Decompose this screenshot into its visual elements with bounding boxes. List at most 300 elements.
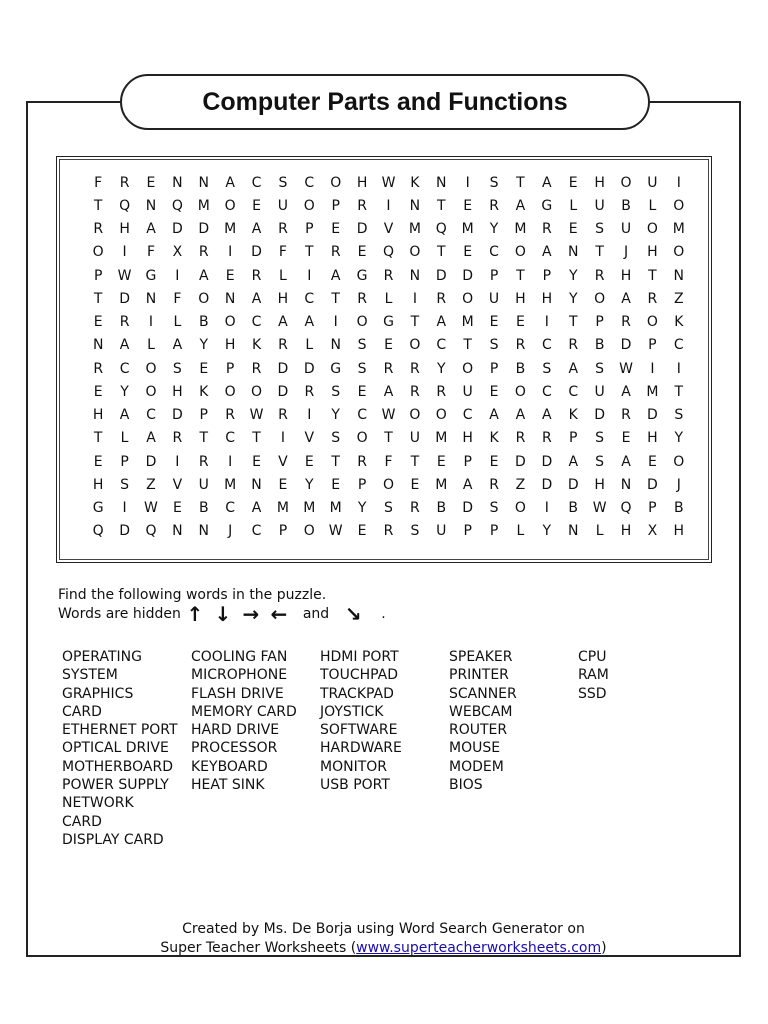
grid-letter: A: [515, 197, 526, 214]
grid-letter: U: [620, 221, 632, 238]
grid-letter: I: [175, 453, 180, 470]
grid-letter: M: [329, 500, 342, 517]
instructions-and: and: [302, 606, 330, 622]
grid-letter: I: [465, 174, 470, 191]
grid-letter: D: [647, 407, 658, 424]
grid-letter: A: [515, 407, 526, 424]
footer-link[interactable]: www.superteacherworksheets.com: [356, 940, 602, 956]
grid-letter: B: [436, 500, 447, 517]
grid-letter: R: [251, 267, 262, 284]
instructions-prefix: Words are hidden: [58, 606, 181, 622]
word-list-item: TOUCHPAD: [320, 667, 399, 684]
grid-letter: O: [92, 244, 104, 261]
grid-letter: N: [620, 476, 632, 493]
grid-letter: S: [120, 476, 130, 493]
grid-letter: Q: [382, 244, 394, 261]
grid-letter: F: [384, 453, 393, 470]
grid-letter: R: [489, 197, 499, 214]
grid-letter: T: [516, 267, 525, 284]
grid-letter: N: [198, 174, 209, 191]
grid-letter: S: [357, 360, 367, 377]
grid-letter: Y: [674, 430, 684, 447]
grid-letter: H: [119, 221, 130, 238]
grid-letter: R: [621, 407, 631, 424]
grid-letter: Z: [515, 476, 526, 493]
arrow-up-icon: ↑: [186, 602, 204, 626]
grid-letter: E: [304, 453, 314, 470]
grid-letter: P: [463, 523, 472, 540]
grid-letter: C: [541, 337, 552, 354]
grid-letter: H: [172, 383, 183, 400]
grid-letter: N: [172, 174, 183, 191]
grid-letter: K: [251, 337, 262, 354]
grid-letter: Y: [305, 476, 314, 493]
grid-letter: N: [198, 523, 209, 540]
grid-letter: O: [673, 453, 685, 470]
grid-letter: A: [251, 221, 262, 238]
grid-letter: A: [225, 174, 235, 191]
grid-letter: T: [674, 383, 684, 400]
grid-letter: A: [568, 453, 579, 470]
word-list-item: DISPLAY CARD: [62, 831, 164, 848]
word-list-item: ROUTER: [449, 722, 508, 739]
grid-letter: S: [489, 337, 499, 354]
grid-letter: M: [461, 314, 474, 331]
grid-letter: A: [542, 174, 552, 191]
grid-letter: H: [594, 476, 605, 493]
word-list-item: PRINTER: [449, 667, 509, 684]
word-list-item: BIOS: [449, 777, 483, 794]
grid-letter: G: [383, 314, 394, 331]
word-list-item: SOFTWARE: [320, 722, 398, 739]
grid-letter: I: [676, 174, 681, 191]
grid-letter: N: [224, 290, 236, 307]
grid-letter: F: [94, 174, 103, 191]
grid-letter: L: [569, 197, 578, 214]
grid-letter: D: [171, 407, 183, 424]
grid-letter: R: [172, 430, 183, 447]
grid-letter: O: [303, 523, 315, 540]
grid-letter: H: [92, 407, 104, 424]
grid-letter: A: [383, 383, 394, 400]
grid-letter: S: [542, 360, 552, 377]
grid-letter: T: [331, 290, 340, 307]
grid-letter: R: [251, 360, 262, 377]
grid-letter: W: [381, 407, 396, 424]
grid-letter: G: [330, 360, 342, 377]
grid-letter: T: [568, 314, 578, 331]
grid-letter: G: [356, 267, 368, 284]
grid-letter: M: [672, 221, 685, 238]
grid-letter: E: [252, 197, 261, 214]
grid-letter: H: [673, 523, 685, 540]
grid-letter: E: [93, 314, 103, 331]
grid-letter: U: [462, 383, 473, 400]
grid-letter: O: [198, 290, 210, 307]
grid-letter: R: [515, 337, 526, 354]
grid-letter: U: [198, 476, 209, 493]
grid-letter: O: [594, 290, 606, 307]
grid-letter: O: [462, 290, 474, 307]
instructions-line-2: [58, 602, 386, 626]
grid-letter: U: [647, 174, 658, 191]
grid-letter: P: [120, 453, 129, 470]
grid-letter: R: [278, 407, 288, 424]
grid-letter: I: [650, 360, 655, 377]
instructions-period: .: [381, 606, 386, 622]
grid-letter: W: [117, 267, 132, 284]
grid-letter: A: [251, 500, 262, 517]
grid-letter: E: [568, 221, 578, 238]
word-list-item: HDMI PORT: [320, 649, 399, 665]
grid-letter: U: [436, 523, 447, 540]
grid-letter: O: [409, 407, 421, 424]
grid-letter: C: [673, 337, 684, 354]
grid-letter: N: [409, 267, 421, 284]
grid-letter: I: [307, 267, 312, 284]
grid-letter: G: [541, 197, 553, 214]
grid-letter: X: [647, 523, 658, 540]
grid-letter: H: [594, 174, 605, 191]
page-title: Computer Parts and Functions: [202, 87, 568, 116]
grid-letter: D: [462, 500, 474, 517]
grid-letter: R: [93, 221, 104, 238]
grid-letter: D: [277, 383, 289, 400]
footer-line-1: Created by Ms. De Borja using Word Search Generator on: [182, 921, 585, 937]
grid-letter: K: [199, 383, 209, 400]
grid-letter: P: [648, 337, 657, 354]
grid-letter: O: [145, 383, 157, 400]
grid-letter: N: [673, 267, 685, 284]
grid-letter: N: [330, 337, 341, 354]
grid-letter: L: [147, 337, 155, 354]
word-column: [191, 648, 320, 849]
grid-letter: L: [648, 197, 657, 214]
grid-letter: N: [251, 476, 262, 493]
grid-letter: E: [384, 337, 393, 354]
grid-letter: O: [356, 430, 368, 447]
word-list-item: PROCESSOR: [191, 740, 278, 757]
grid-letter: X: [172, 244, 183, 261]
grid-letter: E: [252, 453, 261, 470]
grid-letter: R: [410, 500, 420, 517]
grid-letter: S: [489, 174, 499, 191]
grid-letter: O: [646, 221, 658, 238]
grid-letter: T: [199, 430, 209, 447]
grid-letter: E: [489, 314, 499, 331]
grid-letter: N: [436, 174, 447, 191]
grid-letter: W: [249, 407, 264, 424]
grid-letter: T: [648, 267, 657, 284]
grid-letter: S: [172, 360, 182, 377]
grid-letter: E: [436, 453, 446, 470]
grid-letter: Y: [489, 221, 499, 238]
grid-letter: R: [383, 267, 394, 284]
grid-letter: C: [304, 290, 315, 307]
grid-letter: A: [568, 360, 579, 377]
grid-letter: E: [410, 476, 420, 493]
grid-letter: O: [620, 174, 632, 191]
grid-letter: R: [515, 430, 526, 447]
grid-letter: C: [489, 244, 499, 261]
grid-letter: Q: [119, 197, 131, 214]
grid-letter: S: [595, 430, 605, 447]
grid-letter: E: [93, 383, 103, 400]
grid-letter: F: [278, 244, 287, 261]
word-column: [62, 648, 191, 849]
grid-letter: S: [278, 174, 288, 191]
grid-letter: N: [145, 290, 157, 307]
title-banner: [120, 74, 650, 130]
grid-letter: B: [515, 360, 526, 377]
grid-letter: P: [648, 500, 657, 517]
word-list-item: MICROPHONE: [191, 667, 288, 684]
grid-letter: P: [305, 221, 314, 238]
grid-letter: Z: [673, 290, 684, 307]
grid-letter: W: [144, 500, 158, 517]
grid-letter: P: [595, 314, 604, 331]
grid-letter: V: [383, 221, 394, 238]
grid-letter: C: [251, 523, 262, 540]
grid-letter: J: [676, 476, 681, 493]
grid-letter: W: [592, 500, 607, 517]
grid-letter: O: [409, 337, 421, 354]
grid-letter: S: [489, 500, 499, 517]
word-list-item: OPERATING: [62, 649, 142, 665]
grid-letter: T: [436, 244, 446, 261]
grid-letter: C: [225, 430, 236, 447]
grid-letter: D: [119, 290, 130, 307]
grid-letter: P: [489, 360, 499, 377]
word-list-item: NETWORK: [62, 795, 134, 812]
grid-letter: I: [228, 244, 233, 261]
grid-letter: C: [568, 383, 579, 400]
grid-letter: E: [516, 314, 525, 331]
word-list-item: COOLING FAN: [191, 649, 288, 665]
grid-letter: D: [277, 360, 289, 377]
grid-letter: O: [356, 314, 368, 331]
grid-letter: E: [489, 383, 499, 400]
grid-letter: L: [305, 337, 314, 354]
grid-letter: H: [224, 337, 236, 354]
grid-letter: D: [145, 453, 157, 470]
grid-letter: A: [621, 453, 631, 470]
grid-letter: J: [623, 244, 629, 261]
grid-letter: D: [515, 453, 526, 470]
grid-letter: M: [224, 476, 237, 493]
grid-letter: R: [357, 290, 367, 307]
word-list-item: GRAPHICS: [62, 685, 134, 702]
grid-letter: J: [228, 523, 233, 540]
grid-letter: H: [647, 430, 658, 447]
word-list-item: HEAT SINK: [191, 777, 265, 794]
grid-letter: T: [436, 197, 446, 214]
grid-letter: Y: [436, 360, 446, 377]
grid-letter: D: [119, 523, 130, 540]
word-list-item: SYSTEM: [62, 667, 118, 684]
word-search-grid: [85, 171, 693, 543]
footer-line-2: [26, 939, 741, 958]
word-column: [320, 648, 449, 849]
grid-letter: O: [251, 383, 263, 400]
grid-letter: Y: [120, 383, 129, 400]
grid-letter: O: [514, 500, 526, 517]
grid-letter: Y: [568, 290, 578, 307]
grid-letter: T: [331, 453, 340, 470]
grid-letter: E: [278, 476, 288, 493]
grid-letter: D: [356, 221, 368, 238]
grid-letter: S: [331, 430, 341, 447]
grid-letter: Z: [146, 476, 156, 493]
grid-letter: U: [277, 197, 289, 214]
word-list-item: SCANNER: [449, 685, 517, 702]
grid-letter: N: [92, 337, 104, 354]
grid-letter: M: [303, 500, 316, 517]
grid-letter: O: [224, 197, 236, 214]
grid-letter: A: [119, 337, 130, 354]
grid-letter: K: [568, 407, 578, 424]
grid-letter: I: [412, 290, 417, 307]
word-list-item: RAM: [578, 667, 609, 684]
grid-letter: K: [410, 174, 420, 191]
grid-letter: I: [333, 314, 338, 331]
grid-letter: R: [621, 314, 631, 331]
grid-letter: Y: [357, 500, 367, 517]
grid-letter: B: [198, 500, 209, 517]
grid-letter: I: [280, 430, 285, 447]
grid-letter: O: [646, 314, 658, 331]
grid-letter: S: [674, 407, 684, 424]
grid-letter: R: [647, 290, 658, 307]
grid-letter: E: [199, 360, 209, 377]
grid-letter: I: [676, 360, 681, 377]
grid-letter: O: [673, 197, 685, 214]
grid-letter: M: [197, 197, 210, 214]
grid-letter: R: [357, 453, 367, 470]
grid-letter: R: [198, 453, 209, 470]
grid-letter: N: [567, 244, 579, 261]
grid-letter: P: [331, 197, 340, 214]
grid-letter: A: [119, 407, 130, 424]
grid-letter: U: [409, 430, 420, 447]
grid-letter: S: [331, 383, 341, 400]
grid-letter: R: [594, 267, 605, 284]
word-list-item: JOYSTICK: [320, 703, 384, 720]
grid-letter: R: [357, 197, 367, 214]
grid-letter: P: [225, 360, 235, 377]
grid-letter: E: [357, 523, 367, 540]
grid-letter: E: [568, 174, 578, 191]
word-list-item: USB PORT: [320, 777, 390, 794]
grid-letter: S: [595, 221, 605, 238]
grid-letter: O: [330, 174, 342, 191]
grid-letter: L: [173, 314, 182, 331]
grid-letter: R: [489, 476, 499, 493]
grid-letter: R: [225, 407, 236, 424]
word-list-item: FLASH DRIVE: [191, 685, 284, 702]
grid-letter: M: [276, 500, 289, 517]
grid-letter: W: [619, 360, 633, 377]
grid-letter: P: [569, 430, 578, 447]
grid-letter: C: [304, 174, 315, 191]
grid-letter: D: [435, 267, 447, 284]
grid-letter: S: [595, 360, 605, 377]
arrow-down-icon: ↓: [214, 602, 232, 626]
grid-letter: T: [93, 290, 103, 307]
grid-letter: Q: [171, 197, 183, 214]
grid-letter: A: [462, 476, 473, 493]
grid-letter: V: [172, 476, 183, 493]
grid-letter: V: [278, 453, 288, 470]
word-list-item: HARDWARE: [320, 740, 402, 757]
grid-letter: K: [674, 314, 684, 331]
grid-letter: U: [594, 197, 605, 214]
grid-letter: N: [409, 197, 421, 214]
grid-letter: D: [462, 267, 474, 284]
grid-letter: T: [305, 244, 314, 261]
grid-letter: A: [304, 314, 315, 331]
grid-letter: D: [251, 244, 262, 261]
grid-letter: O: [514, 383, 526, 400]
grid-letter: O: [224, 314, 236, 331]
grid-letter: Y: [199, 337, 209, 354]
grid-letter: E: [331, 221, 341, 238]
instructions: [58, 586, 386, 624]
grid-letter: A: [436, 314, 447, 331]
grid-letter: T: [410, 453, 420, 470]
grid-letter: N: [172, 523, 183, 540]
word-list-item: POWER SUPPLY: [62, 777, 169, 794]
grid-letter: G: [145, 267, 157, 284]
grid-letter: H: [356, 174, 368, 191]
instructions-line-1: Find the following words in the puzzle.: [58, 587, 327, 603]
grid-letter: L: [516, 523, 525, 540]
grid-letter: E: [357, 244, 367, 261]
grid-letter: T: [463, 337, 472, 354]
grid-letter: W: [328, 523, 343, 540]
grid-letter: I: [122, 244, 127, 261]
grid-letter: C: [541, 383, 552, 400]
word-list-item: CARD: [62, 813, 102, 830]
grid-letter: A: [278, 314, 288, 331]
grid-letter: B: [198, 314, 209, 331]
grid-letter: A: [146, 430, 156, 447]
grid-letter: R: [410, 360, 420, 377]
grid-letter: S: [410, 523, 420, 540]
grid-letter: P: [489, 267, 499, 284]
grid-letter: H: [620, 523, 632, 540]
grid-letter: I: [544, 314, 549, 331]
word-list-item: MODEM: [449, 758, 504, 775]
grid-letter: Q: [145, 523, 157, 540]
grid-letter: O: [435, 407, 447, 424]
word-column: [578, 648, 707, 849]
word-list-item: CARD: [62, 703, 102, 720]
grid-letter: P: [278, 523, 288, 540]
grid-letter: C: [462, 407, 473, 424]
grid-letter: U: [488, 290, 500, 307]
grid-letter: L: [595, 523, 604, 540]
grid-letter: I: [122, 500, 127, 517]
grid-letter: P: [199, 407, 208, 424]
word-list-item: MOUSE: [449, 740, 501, 757]
word-list-item: HARD DRIVE: [191, 722, 280, 739]
word-list-item: SSD: [578, 685, 607, 702]
grid-letter: S: [357, 337, 367, 354]
grid-letter: A: [330, 267, 341, 284]
grid-letter: H: [620, 267, 632, 284]
grid-letter: T: [410, 314, 420, 331]
